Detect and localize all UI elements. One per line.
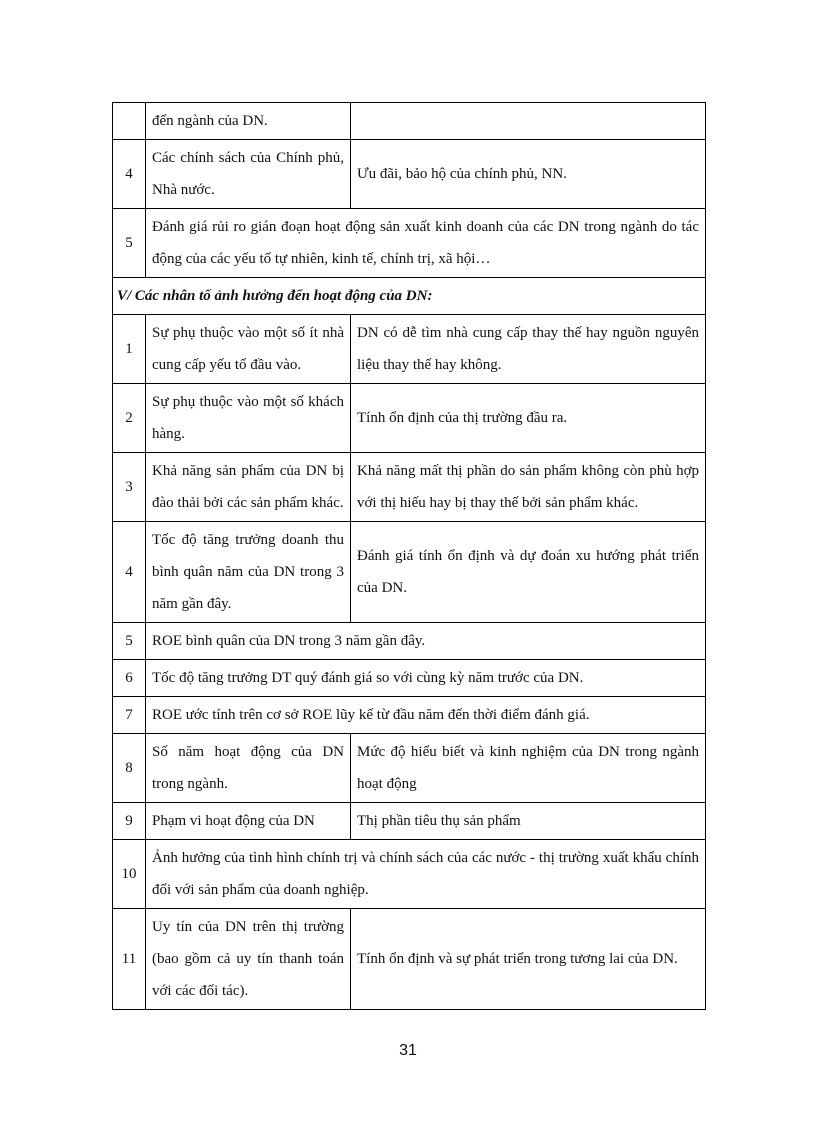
- section-title: V/ Các nhân tố ảnh hưởng đến hoạt động của DN:: [113, 278, 706, 315]
- row-number: 1: [113, 315, 146, 384]
- table-row: [113, 103, 706, 140]
- table-row: [113, 140, 706, 209]
- table-row: [113, 660, 706, 697]
- table-row: [113, 315, 706, 384]
- table-row: [113, 840, 706, 909]
- row-number: 9: [113, 803, 146, 840]
- criteria-table: [112, 102, 706, 1010]
- description-cell: Tính ổn định của thị trường đầu ra.: [351, 384, 706, 453]
- criterion-cell: Khả năng sản phẩm của DN bị đào thải bởi các sản phẩm khác.: [146, 453, 351, 522]
- row-number: 11: [113, 909, 146, 1010]
- table-row: [113, 909, 706, 1010]
- description-cell: Mức độ hiểu biết và kinh nghiệm của DN trong ngành hoạt động: [351, 734, 706, 803]
- row-number: 10: [113, 840, 146, 909]
- criterion-cell: Các chính sách của Chính phủ, Nhà nước.: [146, 140, 351, 209]
- table-row: [113, 453, 706, 522]
- criterion-cell: Uy tín của DN trên thị trường (bao gồm cả uy tín thanh toán với các đối tác).: [146, 909, 351, 1010]
- criterion-cell: Sự phụ thuộc vào một số khách hàng.: [146, 384, 351, 453]
- criterion-cell: Số năm hoạt động của DN trong ngành.: [146, 734, 351, 803]
- criterion-cell: Tốc độ tăng trưởng doanh thu bình quân năm của DN trong 3 năm gần đây.: [146, 522, 351, 623]
- table-row: [113, 623, 706, 660]
- row-number: 7: [113, 697, 146, 734]
- description-cell: DN có dễ tìm nhà cung cấp thay thế hay nguồn nguyên liệu thay thế hay không.: [351, 315, 706, 384]
- description-cell: Ưu đãi, bảo hộ của chính phủ, NN.: [351, 140, 706, 209]
- merged-cell: Đánh giá rủi ro gián đoạn hoạt động sản xuất kinh doanh của các DN trong ngành do tác động của các yếu tố tự nhiên, kinh tế, chính trị, xã hội…: [146, 209, 706, 278]
- description-cell: [351, 103, 706, 140]
- row-number: 8: [113, 734, 146, 803]
- table-row: [113, 522, 706, 623]
- table-row: [113, 734, 706, 803]
- merged-cell: ROE bình quân của DN trong 3 năm gần đây.: [146, 623, 706, 660]
- criterion-cell: đến ngành của DN.: [146, 103, 351, 140]
- page-number: 31: [399, 1042, 417, 1059]
- row-number: 4: [113, 522, 146, 623]
- table-row: [113, 384, 706, 453]
- merged-cell: ROE ước tính trên cơ sở ROE lũy kế từ đầu năm đến thời điểm đánh giá.: [146, 697, 706, 734]
- criterion-cell: Sự phụ thuộc vào một số ít nhà cung cấp yếu tố đầu vào.: [146, 315, 351, 384]
- row-number: 4: [113, 140, 146, 209]
- table-row: [113, 209, 706, 278]
- criterion-cell: Phạm vi hoạt động của DN: [146, 803, 351, 840]
- table-row: [113, 803, 706, 840]
- section-header-row: [113, 278, 706, 315]
- row-number: 5: [113, 623, 146, 660]
- description-cell: Khả năng mất thị phần do sản phẩm không còn phù hợp với thị hiếu hay bị thay thế bởi sản phẩm khác.: [351, 453, 706, 522]
- row-number: 3: [113, 453, 146, 522]
- row-number: 6: [113, 660, 146, 697]
- table-row: [113, 697, 706, 734]
- merged-cell: Tốc độ tăng trưởng DT quý đánh giá so với cùng kỳ năm trước của DN.: [146, 660, 706, 697]
- description-cell: Thị phần tiêu thụ sản phẩm: [351, 803, 706, 840]
- row-number: 5: [113, 209, 146, 278]
- description-cell: Đánh giá tính ổn định và dự đoán xu hướng phát triển của DN.: [351, 522, 706, 623]
- row-number: [113, 103, 146, 140]
- merged-cell: Ảnh hưởng của tình hình chính trị và chính sách của các nước - thị trường xuất khẩu chính đối với sản phẩm của doanh nghiệp.: [146, 840, 706, 909]
- description-cell: Tính ổn định và sự phát triển trong tương lai của DN.: [351, 909, 706, 1010]
- row-number: 2: [113, 384, 146, 453]
